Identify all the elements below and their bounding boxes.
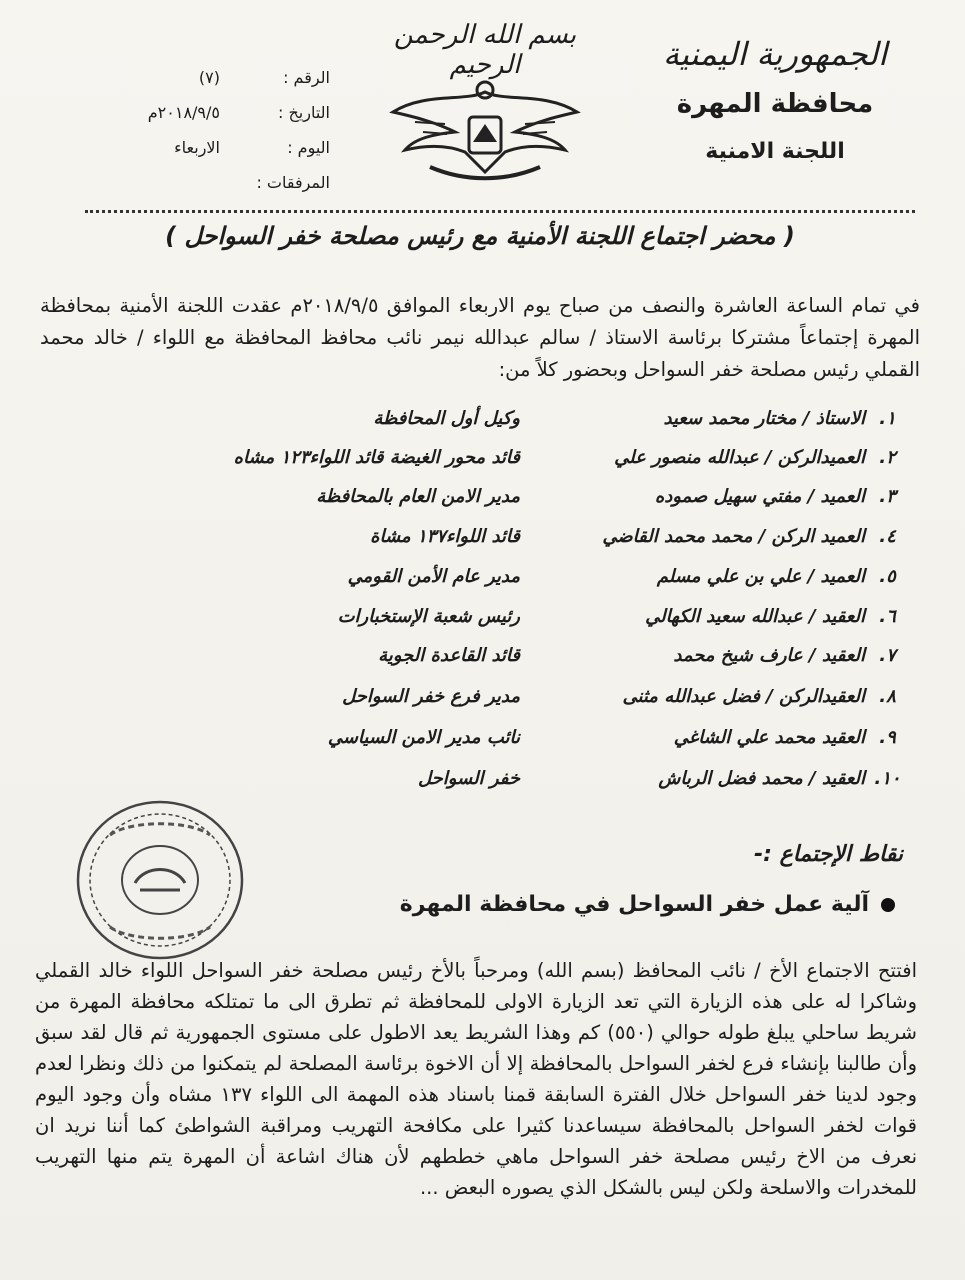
attendee-row: ٣. العميد / مفتي سهيل صموده مدير الامن العام بالمحافظة <box>60 486 905 522</box>
attendee-name: العميد / علي بن علي مسلم <box>656 566 865 587</box>
attendee-row: ٧. العقيد / عارف شيخ محمد قائد القاعدة الجوية <box>60 645 905 681</box>
meta-date: التاريخ :٢٠١٨/٩/٥م <box>147 103 330 122</box>
attendee-row: ٢. العميدالركن / عبدالله منصور علي قائد محور الغيضة قائد اللواء١٢٣ مشاه <box>60 447 905 483</box>
attendee-position: وكيل أول المحافظة <box>373 408 520 429</box>
agenda-item-text: آلية عمل خفر السواحل في محافظة المهرة <box>399 892 869 917</box>
attendee-row: ٨. العقيدالركن / فضل عبدالله مثنى مدير فرع خفر السواحل <box>60 686 905 722</box>
attendee-row: ٤. العميد الركن / محمد محمد القاضي قائد اللواء١٣٧ مشاة <box>60 526 905 562</box>
attendee-name: العميد / مفتي سهيل صموده <box>654 486 865 507</box>
attendee-name: العقيد / عبدالله سعيد الكهالي <box>645 606 865 627</box>
republic-name: الجمهورية اليمنية <box>662 35 888 73</box>
attendee-position: مدير فرع خفر السواحل <box>342 686 520 707</box>
document-meta <box>130 60 330 200</box>
header-divider <box>85 210 915 213</box>
document-title: ( محضر اجتماع اللجنة الأمنية مع رئيس مصلحة خفر السواحل ) <box>165 222 795 250</box>
attendee-name: العقيد / عارف شيخ محمد <box>673 645 865 666</box>
attendee-row: ١. الاستاذ / مختار محمد سعيد وكيل أول المحافظة <box>60 408 905 444</box>
attendee-position: نائب مدير الامن السياسي <box>327 727 520 748</box>
basmala: بسم الله الرحمن الرحيم <box>393 20 577 80</box>
yemen-eagle-emblem-icon <box>385 72 585 184</box>
attendee-name: العقيد محمد علي الشاغي <box>673 727 865 748</box>
attendee-position: قائد محور الغيضة قائد اللواء١٢٣ مشاه <box>233 447 520 468</box>
agenda-bullet <box>400 892 895 917</box>
attendee-position: خفر السواحل <box>417 768 520 789</box>
attendee-position: مدير عام الأمن القومي <box>347 566 520 587</box>
attendee-position: مدير الامن العام بالمحافظة <box>316 486 520 507</box>
points-heading: نقاط الإجتماع :- <box>754 842 903 867</box>
body-paragraph: افتتح الاجتماع الأخ / نائب المحافظ (بسم الله) ومرحباً بالأخ رئيس مصلحة خفر السواحل اللواء خالد القملي وشاكرا له على هذه الزيارة التي تعد الزيارة الاولى للمحافظة ثم تطرق الى ما تمتلكه محافظة المهرة من شريط ساحلي يبلغ طوله حوالي (٥٥٠) كم وهذا الشريط يعد الاطول على مستوى الجمهورية ثم قال لقد سبق وأن طالبنا بإنشاء فرع لخفر السواحل بالمحافظة إلا أن الاخوة برئاسة المصلحة لم يتمكنوا من ذلك ونظرا لعدم وجود لدينا خفر السواحل خلال الفترة السابقة قمنا باسناد هذه المهمة الى اللواء ١٣٧ مشاه وأن وجود اليوم قوات لخفر السواحل بالمحافظة سيساعدنا كثيرا على مكافحة التهريب ومراقبة الشواطئ كما أننا نريد ان نعرف من الاخ رئيس مصلحة خفر السواحل ماهي خططهم لأن هناك اشاعة أن المهرة يتم منها التهريب للمخدرات والاسلحة ولكن ليس بالشكل الذي يصوره البعض ... <box>35 959 917 1199</box>
attendee-name: العقيدالركن / فضل عبدالله مثنى <box>622 686 865 707</box>
attendee-name: الاستاذ / مختار محمد سعيد <box>663 408 865 429</box>
attendee-position: قائد القاعدة الجوية <box>378 645 520 666</box>
official-stamp-icon <box>70 795 250 965</box>
meta-attachments: المرفقات : <box>256 173 330 192</box>
attendee-position: قائد اللواء١٣٧ مشاة <box>370 526 520 547</box>
attendee-name: العقيد / محمد فضل الرباش <box>658 768 865 789</box>
attendee-position: رئيس شعبة الإستخبارات <box>337 606 520 627</box>
attendee-row: ٩. العقيد محمد علي الشاغي نائب مدير الامن السياسي <box>60 727 905 763</box>
attendee-row: ٥. العميد / علي بن علي مسلم مدير عام الأمن القومي <box>60 566 905 602</box>
intro-paragraph: في تمام الساعة العاشرة والنصف من صباح يوم الاربعاء الموافق ٢٠١٨/٩/٥م عقدت اللجنة الأمنية بمحافظة المهرة إجتماعاً مشتركا برئاسة الاستاذ / سالم عبدالله نيمر نائب محافظ المحافظة مع اللواء / خالد محمد القملي رئيس مصلحة خفر السواحل وبحضور كلاً من: <box>40 294 920 381</box>
attendee-name: العميدالركن / عبدالله منصور علي <box>614 447 865 468</box>
bullet-dot-icon <box>881 898 895 912</box>
committee-name: اللجنة الامنية <box>705 139 845 164</box>
meta-number: الرقم :(٧) <box>198 68 330 87</box>
meta-day: اليوم :الاربعاء <box>174 138 330 157</box>
attendee-row: ١٠. العقيد / محمد فضل الرباش خفر السواحل <box>60 768 905 804</box>
governorate-name: محافظة المهرة <box>676 89 874 119</box>
attendee-row: ٦. العقيد / عبدالله سعيد الكهالي رئيس شعبة الإستخبارات <box>60 606 905 642</box>
letterhead-right <box>645 35 905 164</box>
attendee-name: العميد الركن / محمد محمد القاضي <box>602 526 865 547</box>
